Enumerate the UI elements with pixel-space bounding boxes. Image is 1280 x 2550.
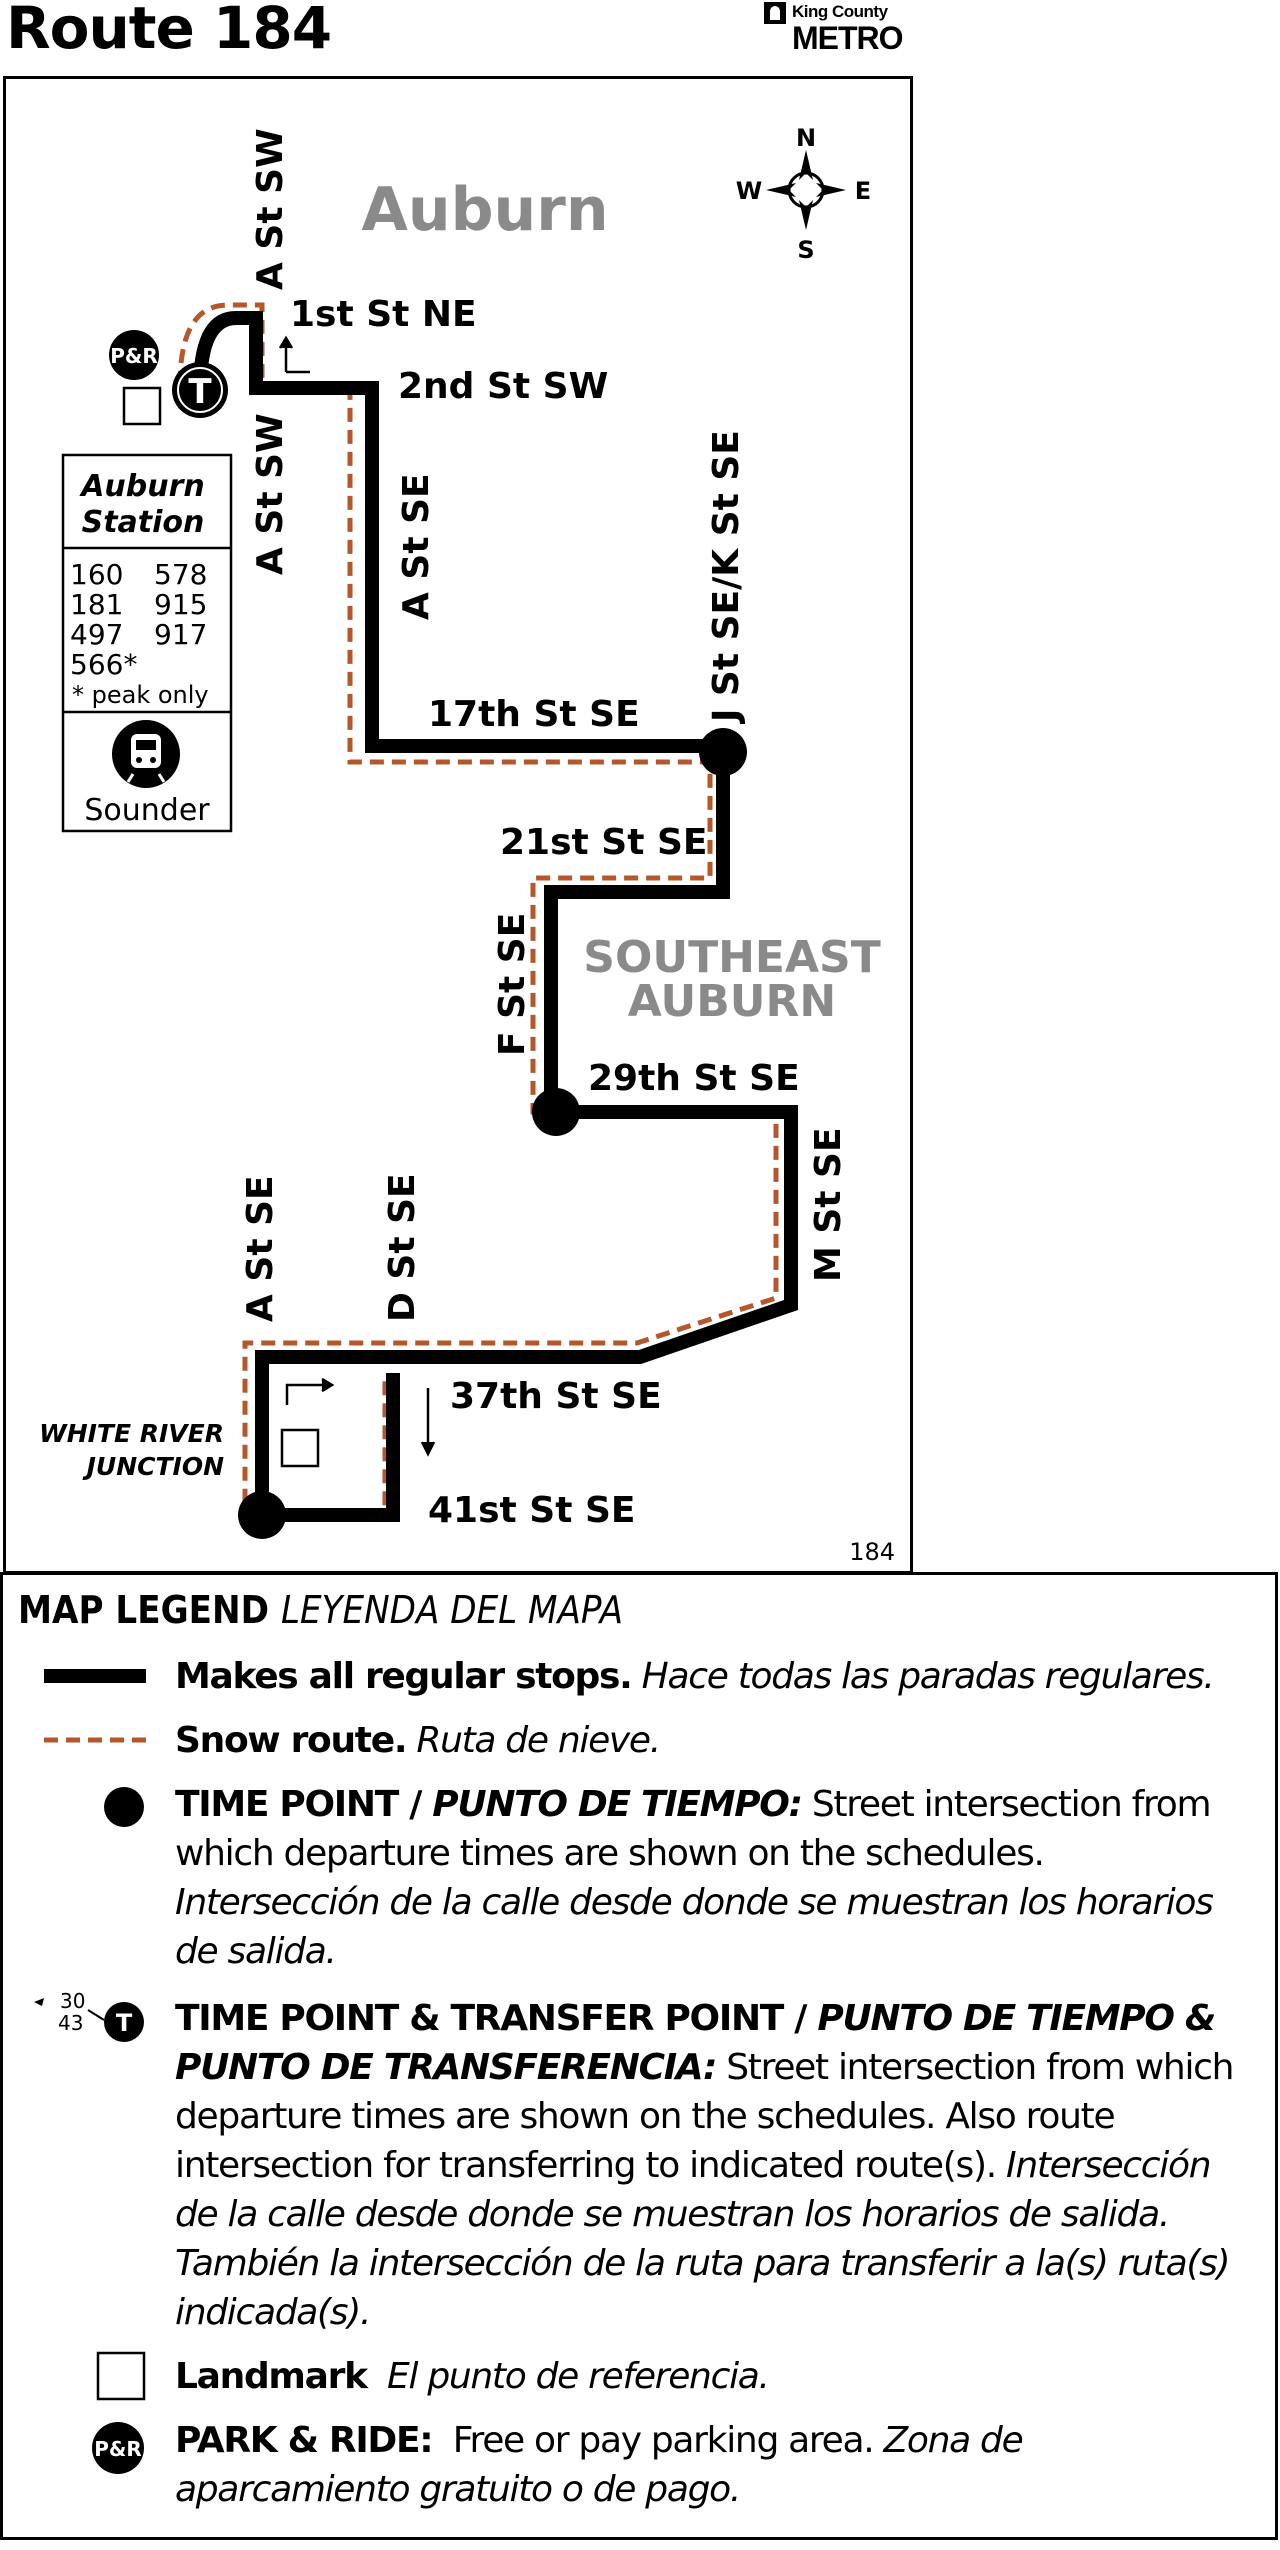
- street-29th-st-se: 29th St SE: [588, 1058, 800, 1099]
- station-note: * peak only: [72, 681, 209, 709]
- street-a-st-se-bottom: A St SE: [240, 1175, 281, 1322]
- sounder-train-icon: [112, 720, 180, 788]
- legend-transfer-en-bold: TIME POINT & TRANSFER POINT /: [175, 1998, 818, 2039]
- transfer-point-icon: [172, 362, 228, 418]
- legend-pr-en: PARK & RIDE:: [175, 2420, 433, 2461]
- page-title: Route 184: [6, 0, 332, 62]
- legend-title-es: LEYENDA DEL MAPA: [281, 1588, 624, 1632]
- map-number: 184: [849, 1538, 895, 1566]
- station-route: 497: [70, 618, 124, 651]
- legend-snow-es: Ruta de nieve.: [416, 1720, 660, 1761]
- legend-park-and-ride: [175, 2416, 1255, 2514]
- street-a-st-se: A St SE: [396, 473, 437, 620]
- legend-transfer-point: [175, 1994, 1255, 2337]
- street-m-st-se: M St SE: [808, 1127, 849, 1282]
- station-route: 578: [154, 558, 208, 591]
- street-41st-st-se: 41st St SE: [428, 1490, 636, 1531]
- legend-transfer-letter: T: [115, 2009, 133, 2037]
- legend-transfer-es-bold: PUNTO DE TIEMPO & PUNTO DE TRANSFERENCIA:: [175, 1998, 1215, 2088]
- landmark-station-icon: [124, 388, 160, 424]
- compass-n: N: [795, 124, 817, 152]
- time-point-17th-j: [699, 728, 747, 776]
- logo-small-text: King County: [792, 2, 888, 21]
- station-route: 160: [70, 558, 124, 591]
- street-j-st-se: J St SE/K St SE: [706, 430, 747, 722]
- legend-landmark-es: El punto de referencia.: [387, 2356, 769, 2397]
- legend-timepoint-es-bold: PUNTO DE TIEMPO:: [432, 1784, 802, 1825]
- legend-title-en: MAP LEGEND: [18, 1588, 269, 1632]
- street-2nd-st-sw: 2nd St SW: [398, 366, 609, 407]
- legend-timepoint-en-bold: TIME POINT /: [175, 1784, 433, 1825]
- street-a-st-sw-top: A St SW: [250, 128, 291, 290]
- landmark-junction-icon: [282, 1430, 318, 1466]
- legend-landmark: [175, 2352, 1255, 2401]
- station-route: 917: [154, 618, 208, 651]
- legend-time-point: [175, 1780, 1255, 1976]
- legend-time-point-icon: [104, 1787, 144, 1827]
- compass-e: E: [854, 177, 872, 205]
- legend-snow-en: Snow route.: [175, 1720, 407, 1761]
- legend-symbols: [0, 1600, 170, 2550]
- legend-transfer-text: Street intersection from which departure times are shown on the schedules. Also route intersection for transferring to indicated route(s).: [175, 2047, 1234, 2186]
- legend-transfer-es: Intersección de la calle desde donde se muestran los horarios de salida. También la intersección de la ruta para transferir a la(s) ruta(s) indicada(s).: [175, 2145, 1230, 2333]
- street-1st-st-ne: 1st St NE: [290, 294, 477, 335]
- legend-landmark-icon: [98, 2353, 144, 2399]
- station-route: 181: [70, 588, 124, 621]
- street-37th-st-se: 37th St SE: [450, 1376, 662, 1417]
- auburn-station-box: [63, 455, 231, 831]
- street-21st-st-se: 21st St SE: [500, 822, 708, 863]
- legend-pr-label: P&R: [94, 2437, 142, 2461]
- junction-label-1: WHITE RIVER: [39, 1419, 224, 1448]
- legend-transfer-route: 30: [60, 1989, 86, 2013]
- legend-regular-stops: [175, 1652, 1255, 1701]
- compass-w: W: [735, 177, 763, 205]
- legend-transfer-route: 43: [58, 2011, 84, 2035]
- legend-timepoint-es: Intersección de la calle desde donde se muestran los horarios de salida.: [175, 1882, 1213, 1972]
- logo-big-text: METRO: [792, 20, 903, 56]
- legend-timepoint-text: Street intersection from which departure times are shown on the schedules.: [175, 1784, 1211, 1874]
- park-and-ride-icon: [109, 330, 159, 380]
- legend-pr-es: Zona de aparcamiento gratuito o de pago.: [175, 2420, 1023, 2510]
- station-name-2: Station: [81, 505, 205, 540]
- pr-label: P&R: [110, 344, 158, 368]
- legend-regular-es: Hace todas las paradas regulares.: [641, 1656, 1214, 1697]
- area-label-2: AUBURN: [627, 976, 837, 1027]
- station-name-1: Auburn: [81, 469, 205, 504]
- transfer-letter: T: [188, 372, 212, 412]
- street-a-st-sw-mid: A St SW: [250, 413, 291, 575]
- area-label-1: SOUTHEAST: [583, 932, 881, 983]
- street-d-st-se: D St SE: [382, 1173, 423, 1322]
- street-17th-st-se: 17th St SE: [428, 694, 640, 735]
- legend-regular-en: Makes all regular stops.: [175, 1656, 632, 1697]
- compass-s: S: [797, 236, 815, 264]
- legend-landmark-en: Landmark: [175, 2356, 367, 2397]
- legend-pr-text: Free or pay parking area.: [432, 2420, 884, 2461]
- street-f-st-se: F St SE: [492, 912, 533, 1056]
- sounder-label: Sounder: [84, 793, 210, 828]
- station-route: 566*: [70, 648, 138, 681]
- time-point-white-river: [238, 1491, 286, 1539]
- legend-snow-route: [175, 1716, 1255, 1765]
- legend-transfer-point-icon: [34, 1989, 144, 2042]
- city-label: Auburn: [361, 175, 609, 245]
- junction-label-2: JUNCTION: [86, 1452, 224, 1481]
- time-point-29th-f: [532, 1088, 580, 1136]
- legend-park-and-ride-icon: [92, 2422, 144, 2474]
- compass-icon: [736, 124, 871, 264]
- station-route: 915: [154, 588, 208, 621]
